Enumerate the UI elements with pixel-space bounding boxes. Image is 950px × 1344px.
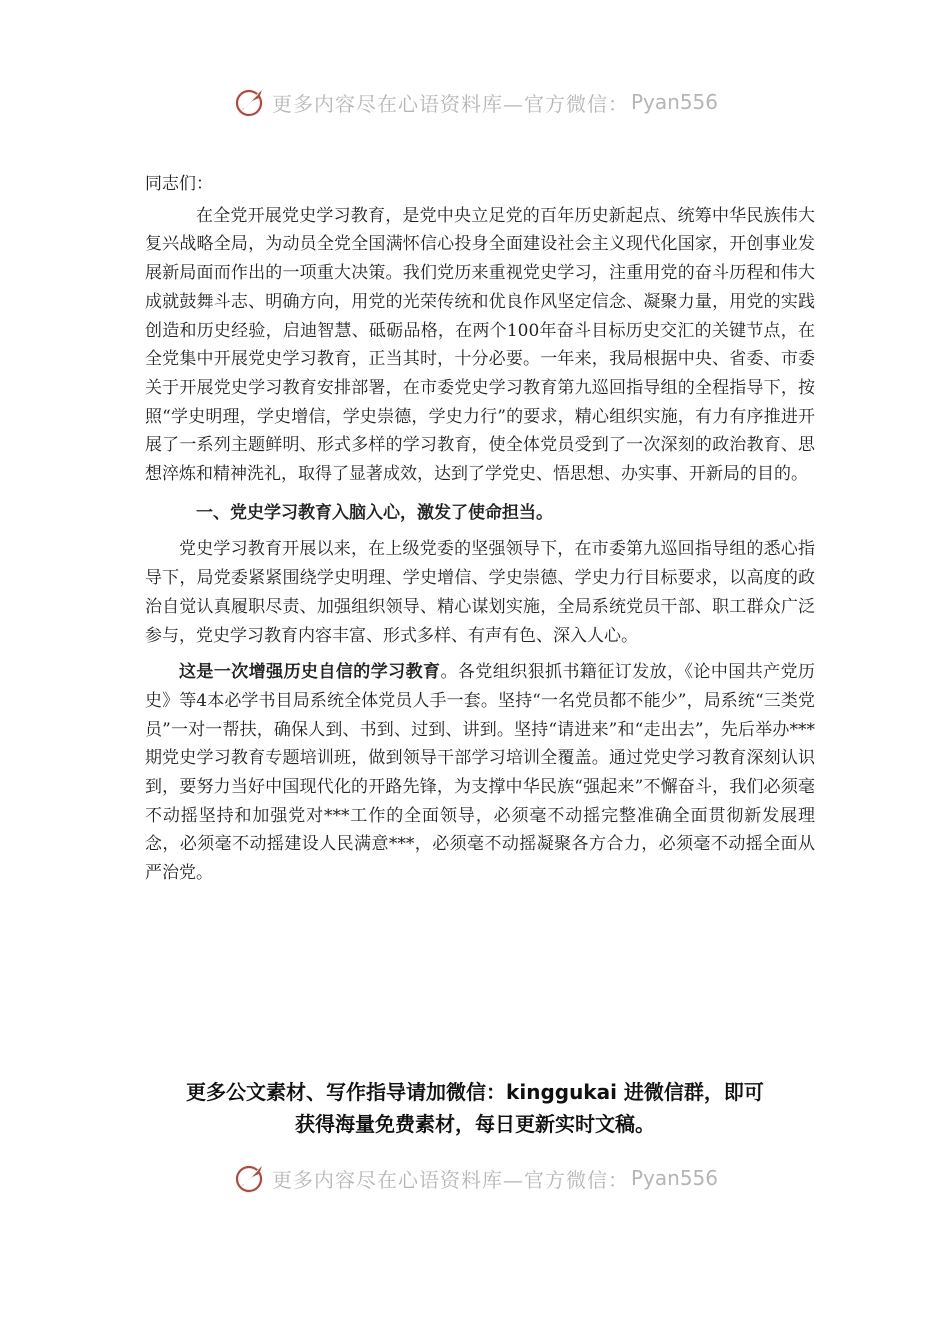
banner-wechat-id: Pyan556 bbox=[630, 90, 718, 114]
quill-logo-icon bbox=[232, 1160, 268, 1196]
promo-line-2: 获得海量免费素材，每日更新实时文稿。 bbox=[295, 1112, 655, 1136]
section-1-paragraph: 党史学习教育开展以来，在上级党委的坚强领导下，在市委第九巡回指导组的悉心指导下，局党委紧紧围绕学史明理、学史增信、学史崇德、学史力行目标要求，以高度的政治自觉认真履职尽责、加强组织领导、精心谋划实施，全局系统党员干部、职工群众广泛参与，党史学习教育内容丰富、形式多样、有声有色、深入人心。 bbox=[145, 539, 815, 646]
subsection-lead: 这是一次增强历史自信的学习教育 bbox=[179, 662, 441, 683]
quill-logo-icon bbox=[232, 84, 268, 120]
banner-text: 更多内容尽在心语资料库—官方微信： bbox=[271, 1167, 629, 1192]
intro-paragraph: 在全党开展党史学习教育，是党中央立足党的百年历史新起点、统筹中华民族伟大复兴战略全局，为动员全党全国满怀信心投身全面建设社会主义现代化国家，开创事业发展新局面而作出的一项重大决策。我们党历来重视党史学习，注重用党的奋斗历程和伟大成就鼓舞斗志、明确方向，用党的光荣传统和优良作风坚定信念、凝聚力量，用党的实践创造和历史经验，启迪智慧、砥砺品格，在两个100年奋斗目标历史交汇的关键节点，在全党集中开展党史学习教育，正当其时，十分必要。一年来，我局根据中央、省委、市委关于开展党史学习教育安排部署，在市委党史学习教育第九巡回指导组的全程指导下，按照“学史明理，学史增信，学史崇德，学史力行”的要求，精心组织实施，有力有序推进开展了一系列主题鲜明、形式多样的学习教育，使全体党员受到了一次深刻的政治教育、思想淬炼和精神洗礼，取得了显著成效，达到了学党史、悟思想、办实事、开新局的目的。 bbox=[145, 205, 815, 485]
section-1-subsection-paragraph bbox=[145, 658, 815, 888]
document-body bbox=[145, 170, 815, 888]
banner-wechat-id: Pyan556 bbox=[630, 1166, 718, 1190]
salutation: 同志们： bbox=[145, 174, 213, 194]
header-watermark-banner bbox=[0, 82, 950, 122]
banner-text: 更多内容尽在心语资料库—官方微信： bbox=[271, 91, 629, 116]
subsection-body: 。各党组织狠抓书籍征订发放，《论中国共产党历史》等4本必学书目局系统全体党员人手一套。坚持“一名党员都不能少”，局系统“三类党员”一对一帮扶，确保人到、书到、过到、讲到。坚持“请进来”和“走出去”，先后举办***期党史学习教育专题培训班，做到领导干部学习培训全覆盖。通过党史学习教育深刻认识到，要努力当好中国现代化的开路先锋，为支撑中华民族“强起来”不懈奋斗，我们必须毫不动摇坚持和加强党对***工作的全面领导，必须毫不动摇完整准确全面贯彻新发展理念，必须毫不动摇建设人民满意***，必须毫不动摇凝聚各方合力，必须毫不动摇全面从严治党。 bbox=[145, 662, 816, 884]
section-1-heading: 一、党史学习教育入脑入心，激发了使命担当。 bbox=[196, 502, 553, 523]
footer-watermark-banner bbox=[0, 1158, 950, 1198]
promo-line-1: 更多公文素材、写作指导请加微信：kinggukai 进微信群，即可 bbox=[186, 1080, 764, 1104]
promo-notice bbox=[130, 1076, 820, 1140]
